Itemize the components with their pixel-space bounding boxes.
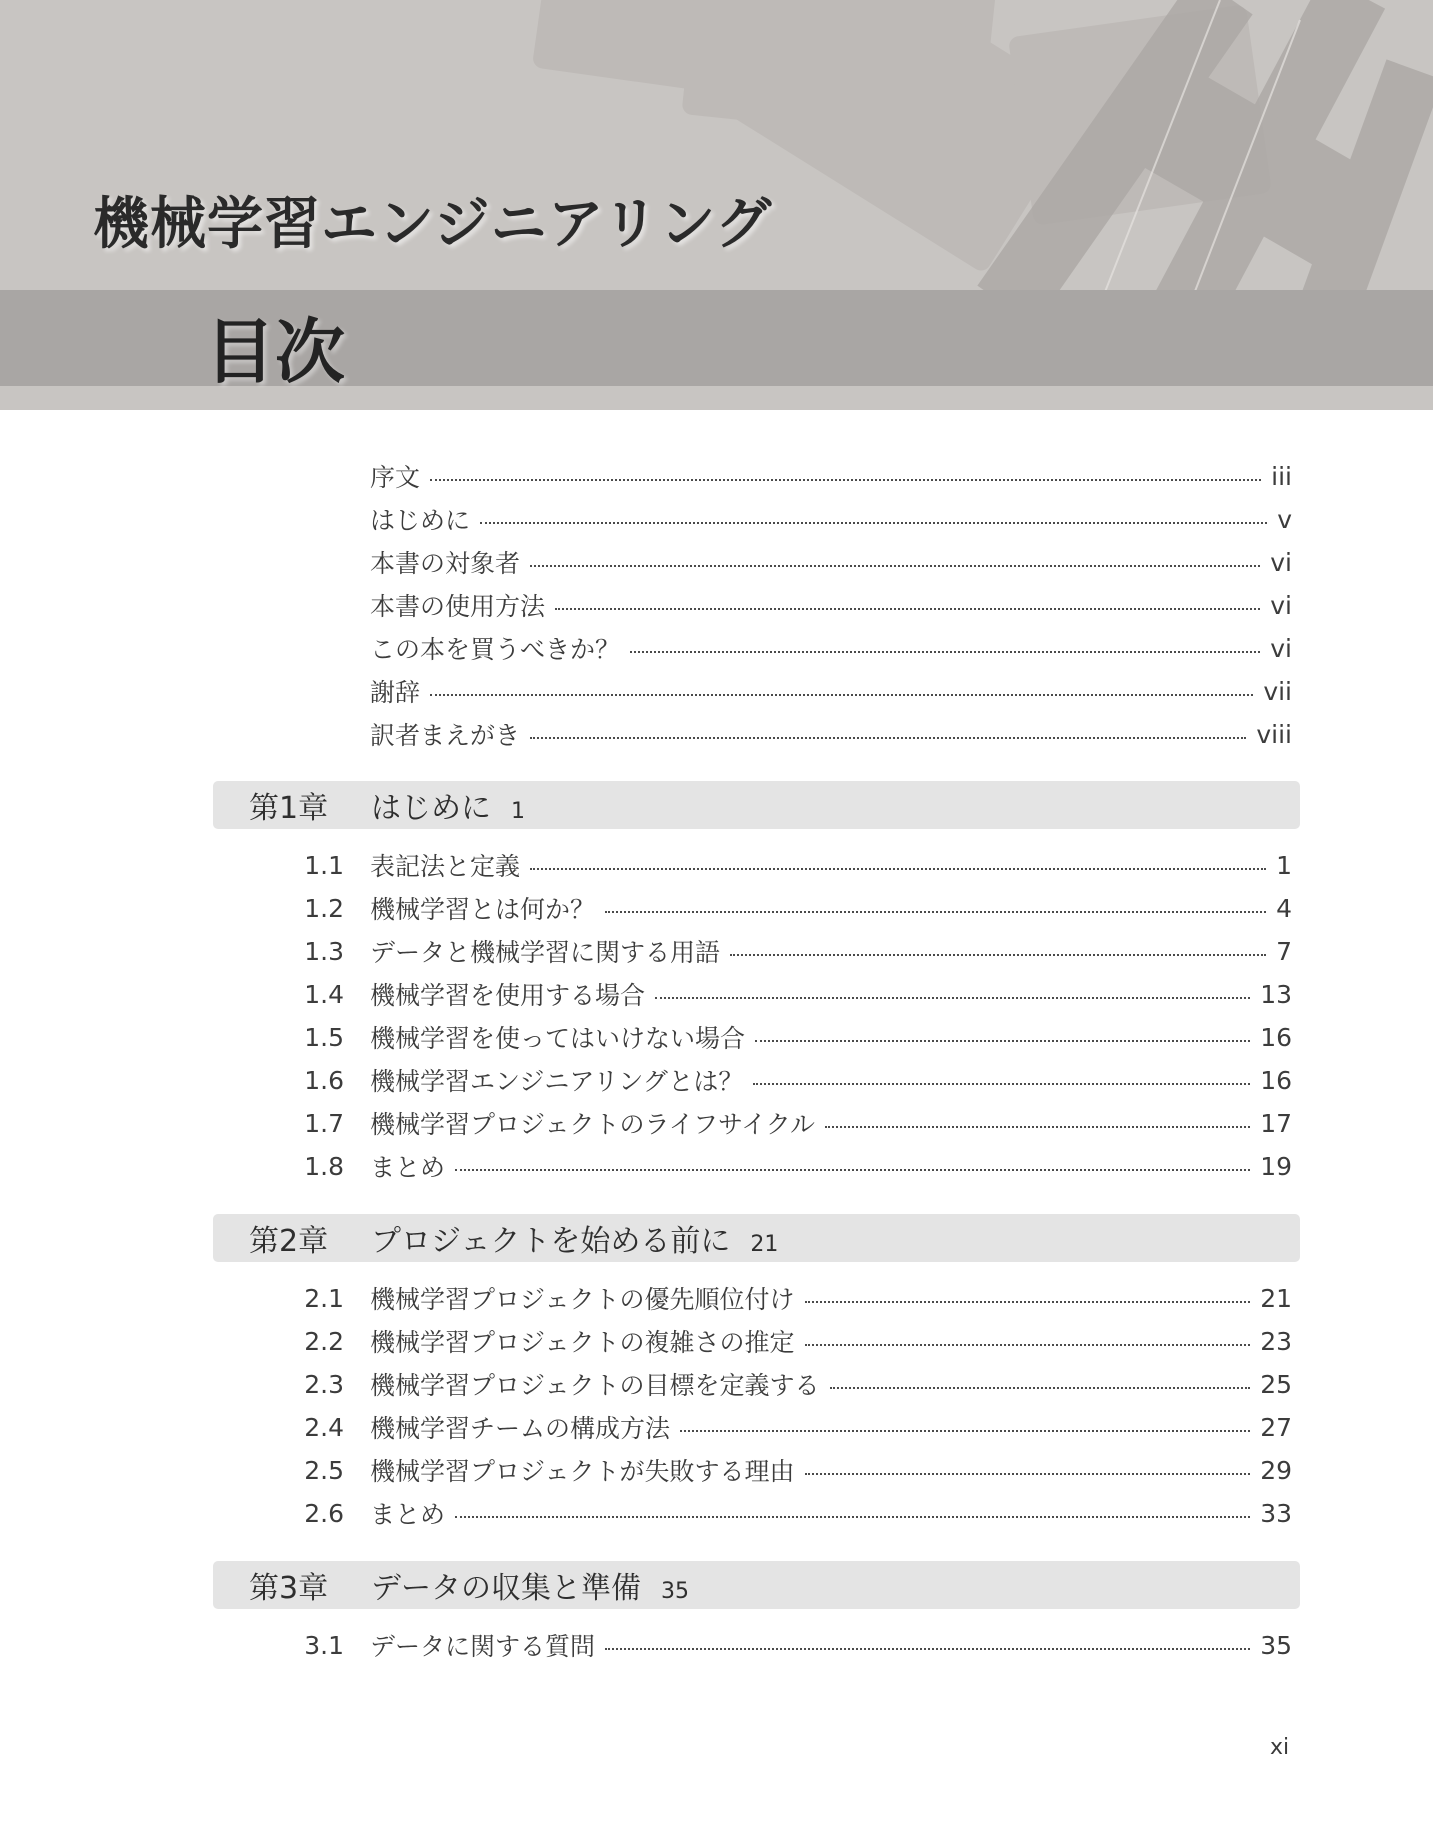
front-matter-entry[interactable] [370,716,1292,752]
entry-title: 謝辞 [370,678,421,707]
entry-title: まとめ [370,1153,446,1182]
dot-leader [630,651,1260,653]
front-matter-entry[interactable] [370,501,1292,537]
entry-page: 16 [1260,1065,1292,1095]
dot-leader [755,1040,1250,1042]
entry-title: 機械学習チームの構成方法 [370,1414,671,1443]
entry-page: vi [1270,590,1292,620]
dot-leader [480,522,1267,524]
front-matter-entry[interactable] [370,630,1292,666]
dot-leader [605,911,1266,913]
section-number: 1.5 [304,1022,344,1052]
entry-title: 機械学習プロジェクトのライフサイクル [370,1110,816,1139]
toc-heading: 目次 [205,311,345,393]
entry-title: 序文 [370,463,421,492]
entry-page: 21 [1260,1283,1292,1313]
section-number: 2.5 [304,1455,344,1485]
chapter-title: はじめに 1 [371,791,525,826]
section-entry[interactable] [304,1105,1292,1141]
section-entry[interactable] [304,1495,1292,1531]
dot-leader [430,479,1261,481]
entry-title: はじめに [370,506,471,535]
dot-leader [805,1344,1251,1346]
entry-title: 表記法と定義 [370,852,521,881]
section-entry[interactable] [304,1062,1292,1098]
chapter-label: 第1章 [249,791,329,826]
chapter-title: データの収集と準備 35 [371,1571,689,1606]
section-number: 2.2 [304,1326,344,1356]
chapter-title: プロジェクトを始める前に 21 [371,1224,779,1259]
front-matter-entry[interactable] [370,587,1292,623]
entry-page: 27 [1260,1412,1292,1442]
entry-page: 29 [1260,1455,1292,1485]
entry-page: 4 [1276,893,1292,923]
chapter-page: 35 [661,1579,689,1604]
page-folio: xi [1270,1735,1290,1760]
dot-leader [455,1169,1250,1171]
entry-title: 機械学習プロジェクトの優先順位付け [370,1285,795,1314]
header-banner [0,0,1433,410]
dot-leader [555,608,1260,610]
book-title: 機械学習エンジニアリング [93,192,773,257]
entry-page: 17 [1260,1108,1292,1138]
entry-page: 23 [1260,1326,1292,1356]
dot-leader [530,737,1246,739]
chapter-label: 第3章 [249,1571,329,1606]
entry-page: 16 [1260,1022,1292,1052]
entry-title: データに関する質問 [370,1632,596,1661]
dot-leader [805,1301,1251,1303]
dot-leader [530,565,1260,567]
section-entry[interactable] [304,1452,1292,1488]
section-entry[interactable] [304,847,1292,883]
dot-leader [655,997,1250,999]
entry-page: 13 [1260,979,1292,1009]
front-matter-entry[interactable] [370,458,1292,494]
section-number: 2.3 [304,1369,344,1399]
entry-page: vii [1263,676,1292,706]
entry-title: データと機械学習に関する用語 [370,938,721,967]
chapter-label: 第2章 [249,1224,329,1259]
entry-page: vi [1270,633,1292,663]
front-matter-entry[interactable] [370,544,1292,580]
chapter-heading-1[interactable] [213,781,1300,829]
section-entry[interactable] [304,976,1292,1012]
section-number: 1.8 [304,1151,344,1181]
entry-page: 35 [1260,1630,1292,1660]
entry-page: vi [1270,547,1292,577]
entry-title: 機械学習を使用する場合 [370,981,646,1010]
entry-page: 33 [1260,1498,1292,1528]
entry-title: 機械学習プロジェクトの複雑さの推定 [370,1328,795,1357]
entry-page: 1 [1276,850,1292,880]
section-number: 1.1 [304,850,344,880]
entry-title: 本書の使用方法 [370,592,546,621]
section-number: 1.3 [304,936,344,966]
section-number: 2.1 [304,1283,344,1313]
section-entry[interactable] [304,1019,1292,1055]
section-number: 1.6 [304,1065,344,1095]
section-number: 2.6 [304,1498,344,1528]
section-entry[interactable] [304,1366,1292,1402]
entry-page: iii [1271,461,1292,491]
dot-leader [455,1516,1250,1518]
entry-page: 19 [1260,1151,1292,1181]
entry-page: viii [1256,719,1292,749]
dot-leader [430,694,1253,696]
section-number: 1.2 [304,893,344,923]
entry-title: 本書の対象者 [370,549,521,578]
section-number: 1.4 [304,979,344,1009]
chapter-heading-2[interactable] [213,1214,1300,1262]
entry-title: この本を買うべきか？ [370,635,621,664]
entry-title: 機械学習プロジェクトが失敗する理由 [370,1457,795,1486]
entry-title: 訳者まえがき [370,721,521,750]
section-entry[interactable] [304,1409,1292,1445]
entry-page: v [1277,504,1292,534]
dot-leader [805,1473,1251,1475]
section-entry[interactable] [304,1323,1292,1359]
entry-title: 機械学習とは何か？ [370,895,596,924]
entry-page: 25 [1260,1369,1292,1399]
section-number: 2.4 [304,1412,344,1442]
entry-title: 機械学習を使ってはいけない場合 [370,1024,746,1053]
dot-leader [680,1430,1250,1432]
entry-title: 機械学習プロジェクトの目標を定義する [370,1371,820,1400]
chapter-page: 1 [511,799,525,824]
entry-page: 7 [1276,936,1292,966]
section-entry[interactable] [304,933,1292,969]
section-entry[interactable] [304,1627,1292,1663]
dot-leader [530,868,1266,870]
section-number: 3.1 [304,1630,344,1660]
section-number: 1.7 [304,1108,344,1138]
dot-leader [830,1387,1251,1389]
dot-leader [730,954,1266,956]
dot-leader [605,1648,1250,1650]
section-entry[interactable] [304,1280,1292,1316]
entry-title: まとめ [370,1500,446,1529]
chapter-heading-3[interactable] [213,1561,1300,1609]
chapter-page: 21 [750,1232,779,1257]
dot-leader [825,1126,1250,1128]
entry-title: 機械学習エンジニアリングとは？ [370,1067,744,1096]
section-entry[interactable] [304,890,1292,926]
section-entry[interactable] [304,1148,1292,1184]
front-matter-entry[interactable] [370,673,1292,709]
dot-leader [753,1083,1250,1085]
